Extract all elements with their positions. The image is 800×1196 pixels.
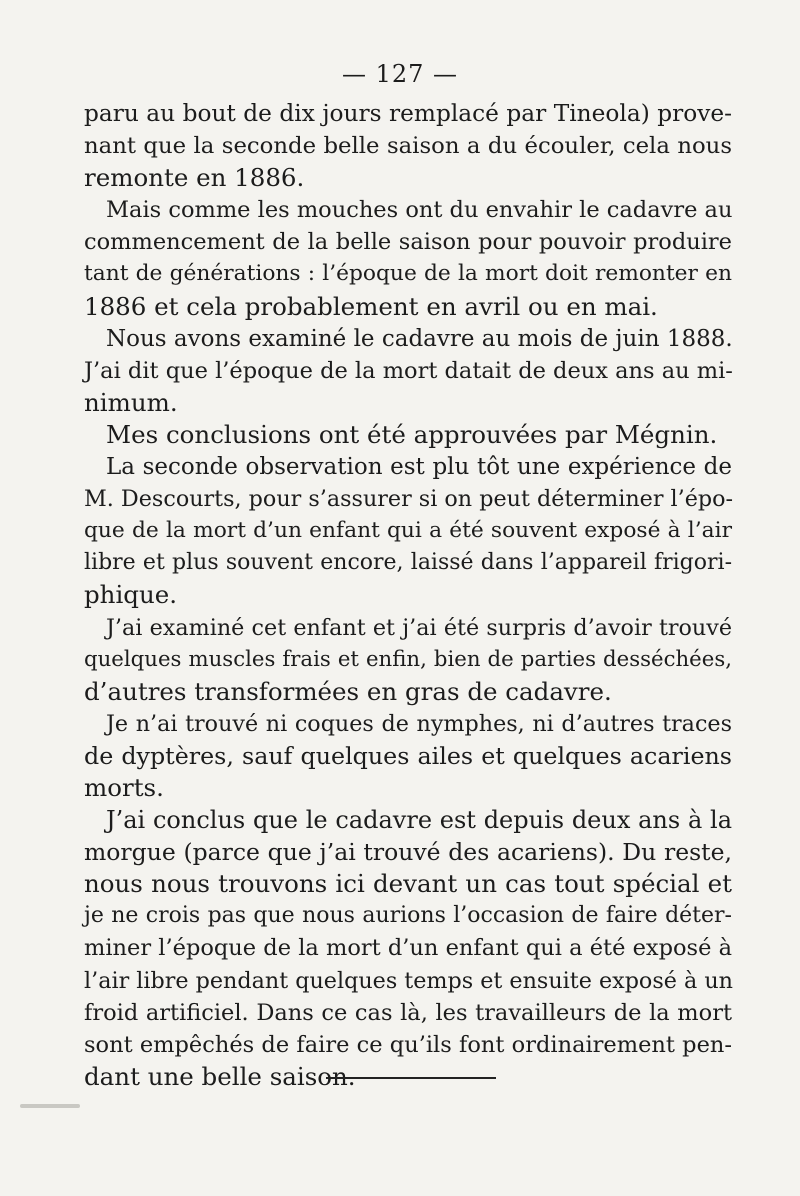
text-line: de dyptères, sauf quelques ailes et quelques acariens: [84, 741, 732, 770]
text-line: tant de générations : l’époque de la mort doit remonter en: [84, 261, 732, 287]
text-line: M. Descourts, pour s’assurer si on peut déterminer l’épo-: [84, 486, 734, 513]
text-line: J’ai conclus que le cadavre est depuis deux ans à la: [106, 806, 732, 835]
end-rule: [326, 1077, 496, 1079]
text-line: que de la mort d’un enfant qui a été souvent exposé à l’air: [84, 518, 732, 544]
text-line: nimum.: [84, 387, 178, 417]
text-line: dant une belle saison.: [84, 1061, 356, 1091]
text-line: morgue (parce que j’ai trouvé des acariens). Du reste,: [84, 838, 732, 867]
body-text: [84, 98, 732, 1093]
text-line: sont empêchés de faire ce qu’ils font ordinairement pen-: [84, 1031, 732, 1058]
text-line: je ne crois pas que nous aurions l’occasion de faire déter-: [84, 903, 732, 929]
text-line: nous nous trouvons ici devant un cas tout spécial et: [84, 869, 732, 899]
text-line: 1886 et cela probablement en avril ou en mai.: [84, 291, 658, 321]
text-line: libre et plus souvent encore, laissé dans l’appareil frigori-: [84, 550, 732, 576]
text-line: Nous avons examiné le cadavre au mois de juin 1888.: [106, 325, 733, 352]
text-line: phique.: [84, 580, 178, 610]
text-line: Mes conclusions ont été approuvées par Mégnin.: [106, 419, 718, 449]
text-line: quelques muscles frais et enfin, bien de parties desséchées,: [84, 646, 732, 672]
text-line: miner l’époque de la mort d’un enfant qui a été exposé à: [84, 935, 732, 962]
text-line: La seconde observation est plu tôt une expérience de: [106, 454, 732, 481]
text-line: l’air libre pendant quelques temps et ensuite exposé à un: [84, 967, 733, 994]
text-line: d’autres transformées en gras de cadavre.: [84, 676, 612, 706]
text-line: J’ai dit que l’époque de la mort datait de deux ans au mi-: [84, 357, 733, 384]
page-number: — 127 —: [341, 60, 459, 88]
text-line: paru au bout de dix jours remplacé par Tineola) prove-: [84, 100, 732, 127]
text-line: Je n’ai trouvé ni coques de nymphes, ni d’autres traces: [106, 710, 732, 737]
text-line: nant que la seconde belle saison a du écouler, cela nous: [84, 133, 732, 160]
text-line: Mais comme les mouches ont du envahir le cadavre au: [106, 197, 733, 224]
text-line: froid artificiel. Dans ce cas là, les travailleurs de la mort: [84, 999, 732, 1026]
text-line: J’ai examiné cet enfant et j’ai été surpris d’avoir trouvé: [106, 614, 732, 641]
text-line: commencement de la belle saison pour pouvoir produire: [84, 229, 732, 256]
text-line: morts.: [84, 772, 164, 802]
print-smudge: [20, 1104, 80, 1108]
text-line: remonte en 1886.: [84, 163, 305, 193]
